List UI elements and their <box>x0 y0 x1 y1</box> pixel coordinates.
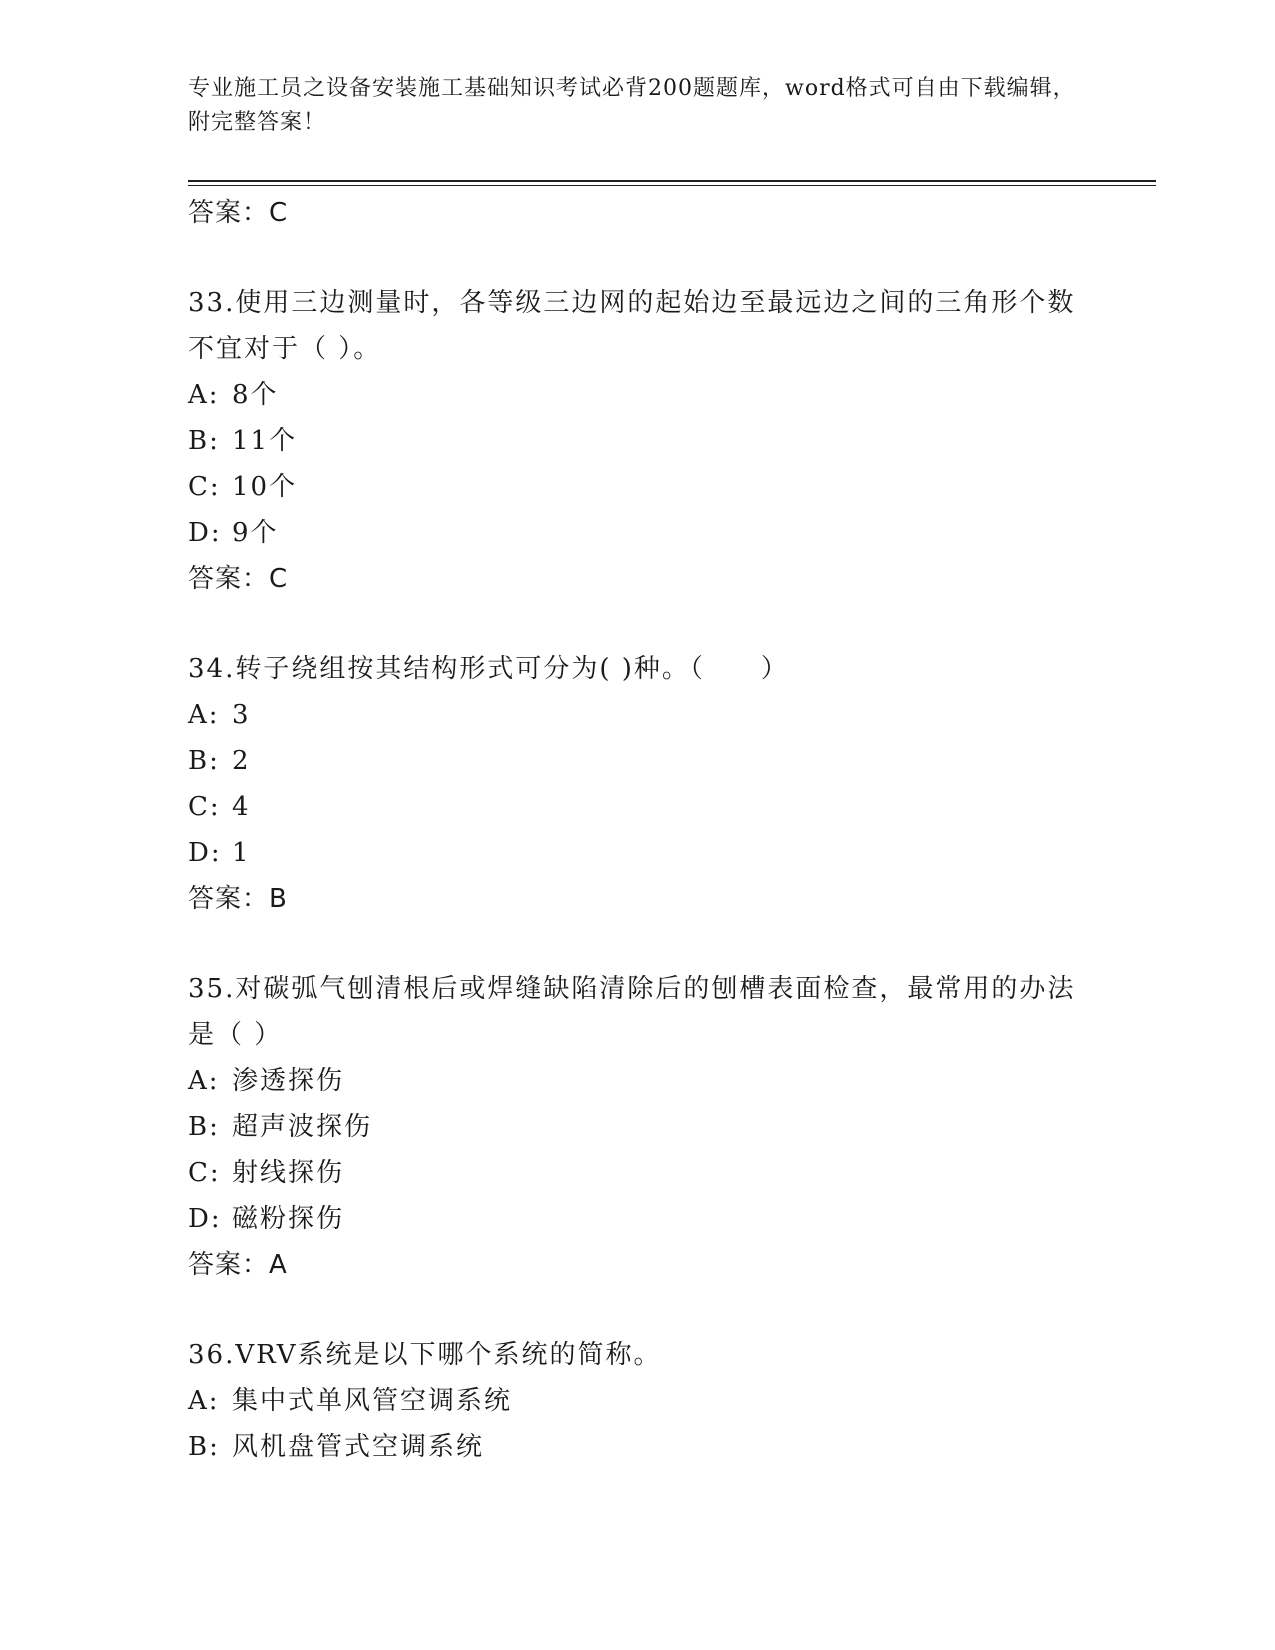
option-text: 风机盘管式空调系统 <box>232 1432 485 1462</box>
option-label: C: <box>188 1158 221 1188</box>
question-item <box>188 646 1088 922</box>
option-label: A: <box>188 1386 220 1416</box>
option-label: A: <box>188 700 220 730</box>
question-item <box>188 1332 1088 1470</box>
question-list <box>188 190 1088 1470</box>
header-divider-thin <box>188 185 1156 186</box>
option-text: 1 <box>232 838 251 868</box>
answer-line: 答案：B <box>188 884 288 914</box>
option-d <box>188 830 1088 876</box>
option-text: 磁粉探伤 <box>232 1204 345 1234</box>
answer-line: 答案：C <box>188 564 289 594</box>
option-label: D: <box>188 1204 222 1234</box>
option-text: 射线探伤 <box>232 1158 345 1188</box>
header-divider-thick <box>188 180 1156 182</box>
option-text: 3 <box>232 700 251 730</box>
option-b <box>188 1104 1088 1150</box>
option-text: 超声波探伤 <box>232 1112 373 1142</box>
answer-line: 答案：A <box>188 1250 288 1280</box>
option-text: 11个 <box>232 426 298 456</box>
option-label: A: <box>188 1066 220 1096</box>
option-b <box>188 738 1088 784</box>
header-title: 专业施工员之设备安装施工基础知识考试必背200题题库，word格式可自由下载编辑，附完整答案！ <box>188 76 1076 135</box>
option-label: C: <box>188 792 221 822</box>
answer-line: 答案：C <box>188 198 289 228</box>
option-label: D: <box>188 518 222 548</box>
option-label: B: <box>188 1112 220 1142</box>
option-text: 2 <box>232 746 251 776</box>
option-a <box>188 372 1088 418</box>
question-text: 33.使用三边测量时，各等级三边网的起始边至最远边之间的三角形个数不宜对于（ ）。 <box>188 288 1076 364</box>
question-item <box>188 966 1088 1288</box>
option-a <box>188 1058 1088 1104</box>
question-text: 36.VRV系统是以下哪个系统的简称。 <box>188 1340 662 1370</box>
option-d <box>188 510 1088 556</box>
question-text: 35.对碳弧气刨清根后或焊缝缺陷清除后的刨槽表面检查，最常用的办法是（ ） <box>188 974 1076 1050</box>
option-text: 9个 <box>232 518 279 548</box>
option-c <box>188 464 1088 510</box>
option-label: A: <box>188 380 220 410</box>
option-d <box>188 1196 1088 1242</box>
document-header <box>188 72 1088 140</box>
option-b <box>188 1424 1088 1470</box>
option-c <box>188 1150 1088 1196</box>
option-label: B: <box>188 746 220 776</box>
option-a <box>188 692 1088 738</box>
option-text: 渗透探伤 <box>232 1066 345 1096</box>
question-item <box>188 280 1088 602</box>
option-label: B: <box>188 426 220 456</box>
option-text: 4 <box>232 792 251 822</box>
option-b <box>188 418 1088 464</box>
option-c <box>188 784 1088 830</box>
option-label: C: <box>188 472 221 502</box>
option-label: D: <box>188 838 222 868</box>
option-text: 10个 <box>232 472 298 502</box>
question-text: 34.转子绕组按其结构形式可分为( )种。（ ） <box>188 654 789 684</box>
option-text: 集中式单风管空调系统 <box>232 1386 513 1416</box>
option-label: B: <box>188 1432 220 1462</box>
option-a <box>188 1378 1088 1424</box>
option-text: 8个 <box>232 380 279 410</box>
